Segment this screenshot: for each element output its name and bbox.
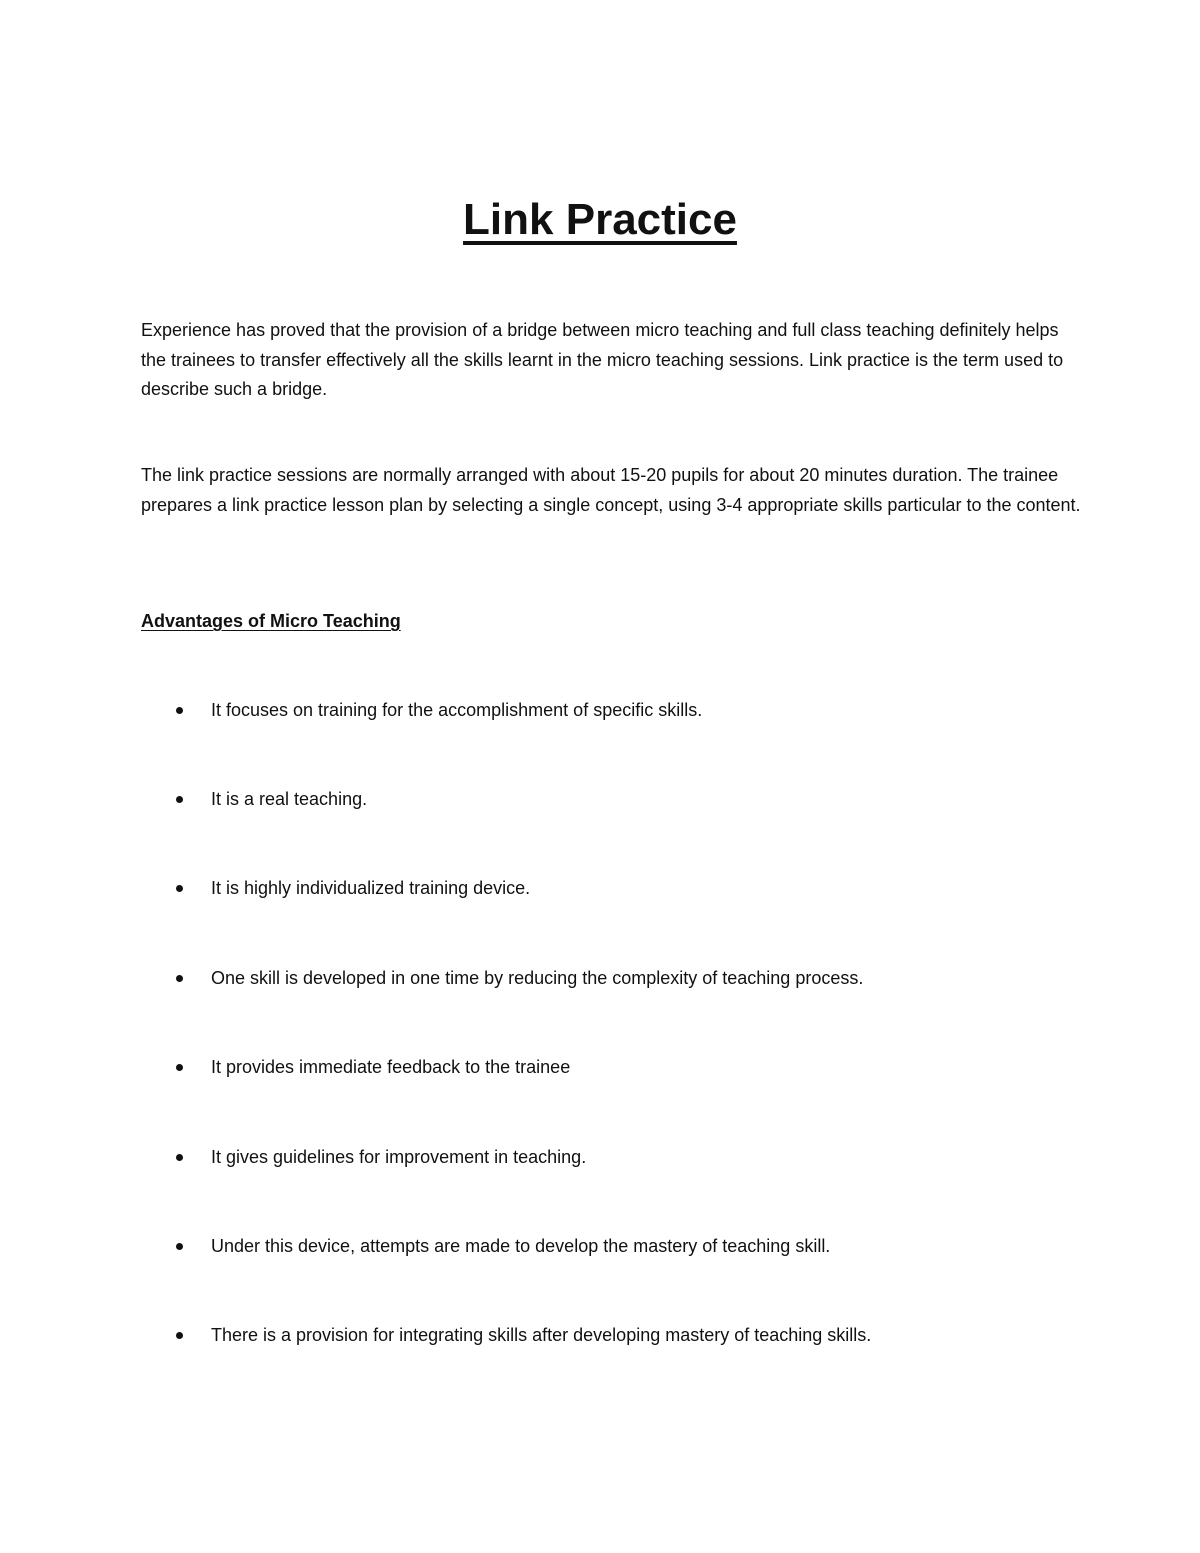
bullet-icon — [176, 1064, 183, 1071]
intro-paragraph: Experience has proved that the provision of a bridge between micro teaching and full class teaching definitely helps the trainees to transfer effectively all the skills learnt in the micro teaching sessions. Link practice is the term used to describe such a bridge. — [141, 320, 1064, 399]
bullet-icon — [176, 796, 183, 803]
page-title — [0, 192, 1200, 248]
page-title-text: Link Practice — [463, 195, 737, 244]
list-item-text: One skill is developed in one time by reducing the complexity of teaching process. — [211, 968, 864, 988]
list-item-text: It is highly individualized training device. — [211, 878, 531, 898]
bullet-icon — [176, 975, 183, 982]
list-item-text: It gives guidelines for improvement in teaching. — [211, 1147, 587, 1167]
list-item-text: It focuses on training for the accomplishment of specific skills. — [211, 700, 703, 720]
list-item-text: Under this device, attempts are made to develop the mastery of teaching skill. — [211, 1236, 831, 1256]
list-item-text: It provides immediate feedback to the trainee — [211, 1057, 571, 1077]
bullet-icon — [176, 1243, 183, 1250]
section-heading: Advantages of Micro Teaching — [141, 611, 401, 631]
sessions-paragraph: The link practice sessions are normally arranged with about 15-20 pupils for about 20 minutes duration. The trainee prepares a link practice lesson plan by selecting a single concept, using 3-4 appropriate skills particular to the content. — [141, 465, 1081, 515]
bullet-icon — [176, 1332, 183, 1339]
list-item-text: It is a real teaching. — [211, 789, 368, 809]
bullet-icon — [176, 885, 183, 892]
bullet-icon — [176, 707, 183, 714]
bullet-icon — [176, 1154, 183, 1161]
list-item-text: There is a provision for integrating skills after developing mastery of teaching skills. — [211, 1325, 872, 1345]
